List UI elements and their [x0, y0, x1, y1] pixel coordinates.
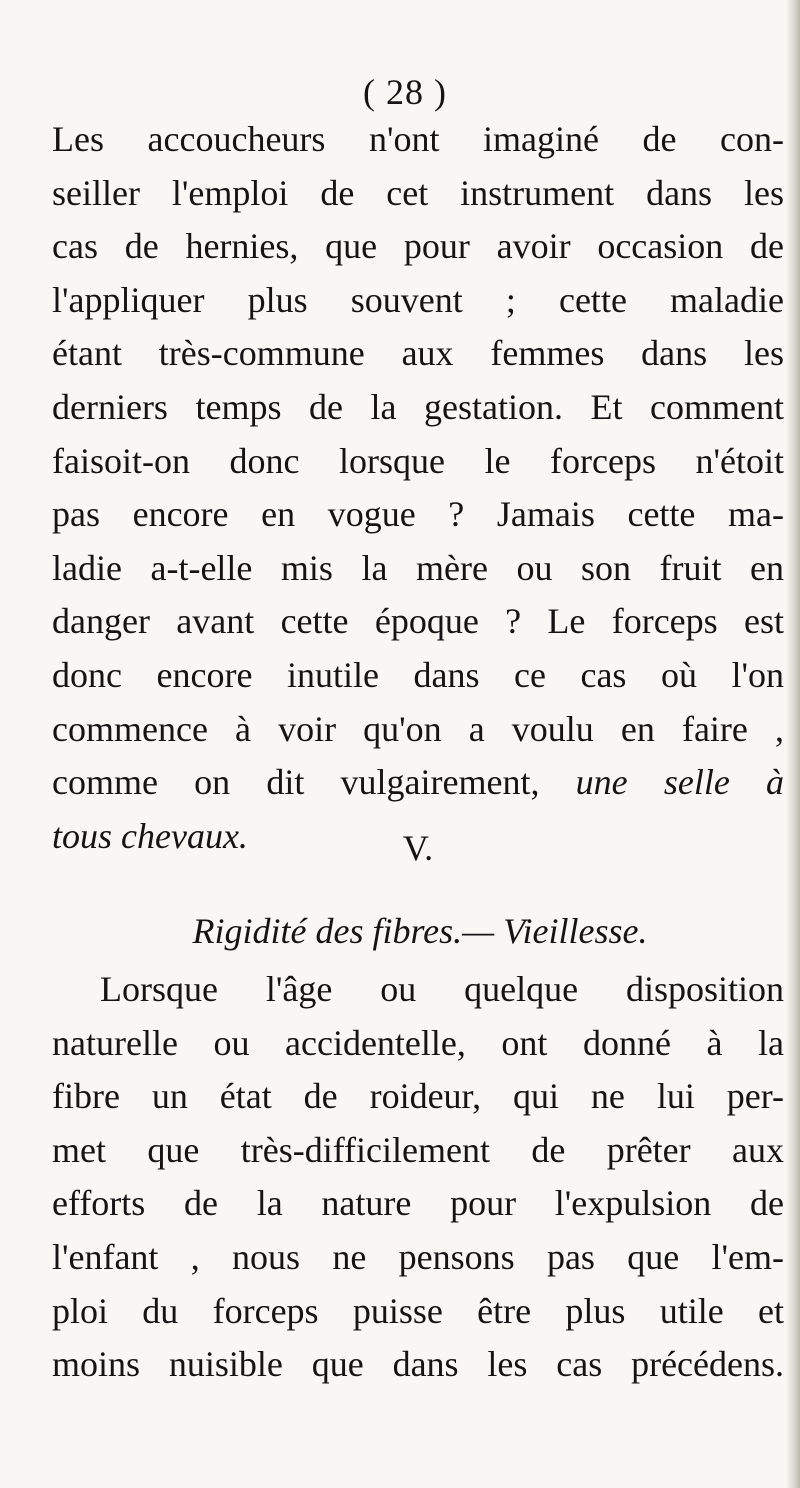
text-line: naturelle ou accidentelle, ont donné à la [52, 1022, 784, 1063]
text-line: ploi du forceps puisse être plus utile et [52, 1290, 784, 1331]
text-line: l'appliquer plus souvent ; cette maladie [52, 279, 784, 320]
text-line: moins nuisible que dans les cas précédens. [52, 1344, 784, 1385]
text-line: donc encore inutile dans ce cas où l'on [52, 654, 784, 695]
text-line: met que très-difficilement de prêter aux [52, 1129, 784, 1170]
text-roman: comme on dit vulgairement, [52, 762, 540, 803]
text-line: derniers temps de la gestation. Et comment [52, 386, 784, 427]
text-line: Lorsque l'âge ou quelque disposition [100, 969, 784, 1009]
text-line: seiller l'emploi de cet instrument dans les [52, 172, 784, 213]
text-line: étant très-commune aux femmes dans les [52, 333, 784, 374]
text-italic-phrase: une selle à [575, 762, 785, 803]
text-line: faisoit-on donc lorsque le forceps n'étoit [52, 440, 784, 481]
text-line: fibre un état de roideur, qui ne lui per- [52, 1076, 784, 1117]
section-title: Rigidité des fibres.— Vieillesse. [192, 911, 648, 951]
text-line: pas encore en vogue ? Jamais cette ma- [52, 494, 784, 535]
page-edge-shadow [786, 0, 800, 1488]
section-number: V. [402, 828, 434, 868]
paragraph-hernies [52, 113, 784, 863]
text-line: danger avant cette époque ? Le forceps est [52, 601, 784, 642]
text-line-mixed [52, 756, 784, 810]
text-line: l'enfant , nous ne pensons pas que l'em- [52, 1236, 784, 1277]
text-line: commence à voir qu'on a voulu en faire , [52, 708, 784, 749]
text-line: Les accoucheurs n'ont imaginé de con- [52, 119, 784, 159]
text-line: efforts de la nature pour l'expulsion de [52, 1183, 784, 1224]
page-number: ( 28 ) [363, 72, 447, 112]
paragraph-rigidite [52, 963, 784, 1392]
text-line-italic: tous chevaux. [52, 815, 248, 856]
text-line: cas de hernies, que pour avoir occasion de [52, 226, 784, 267]
text-line: ladie a-t-elle mis la mère ou son fruit en [52, 547, 784, 588]
